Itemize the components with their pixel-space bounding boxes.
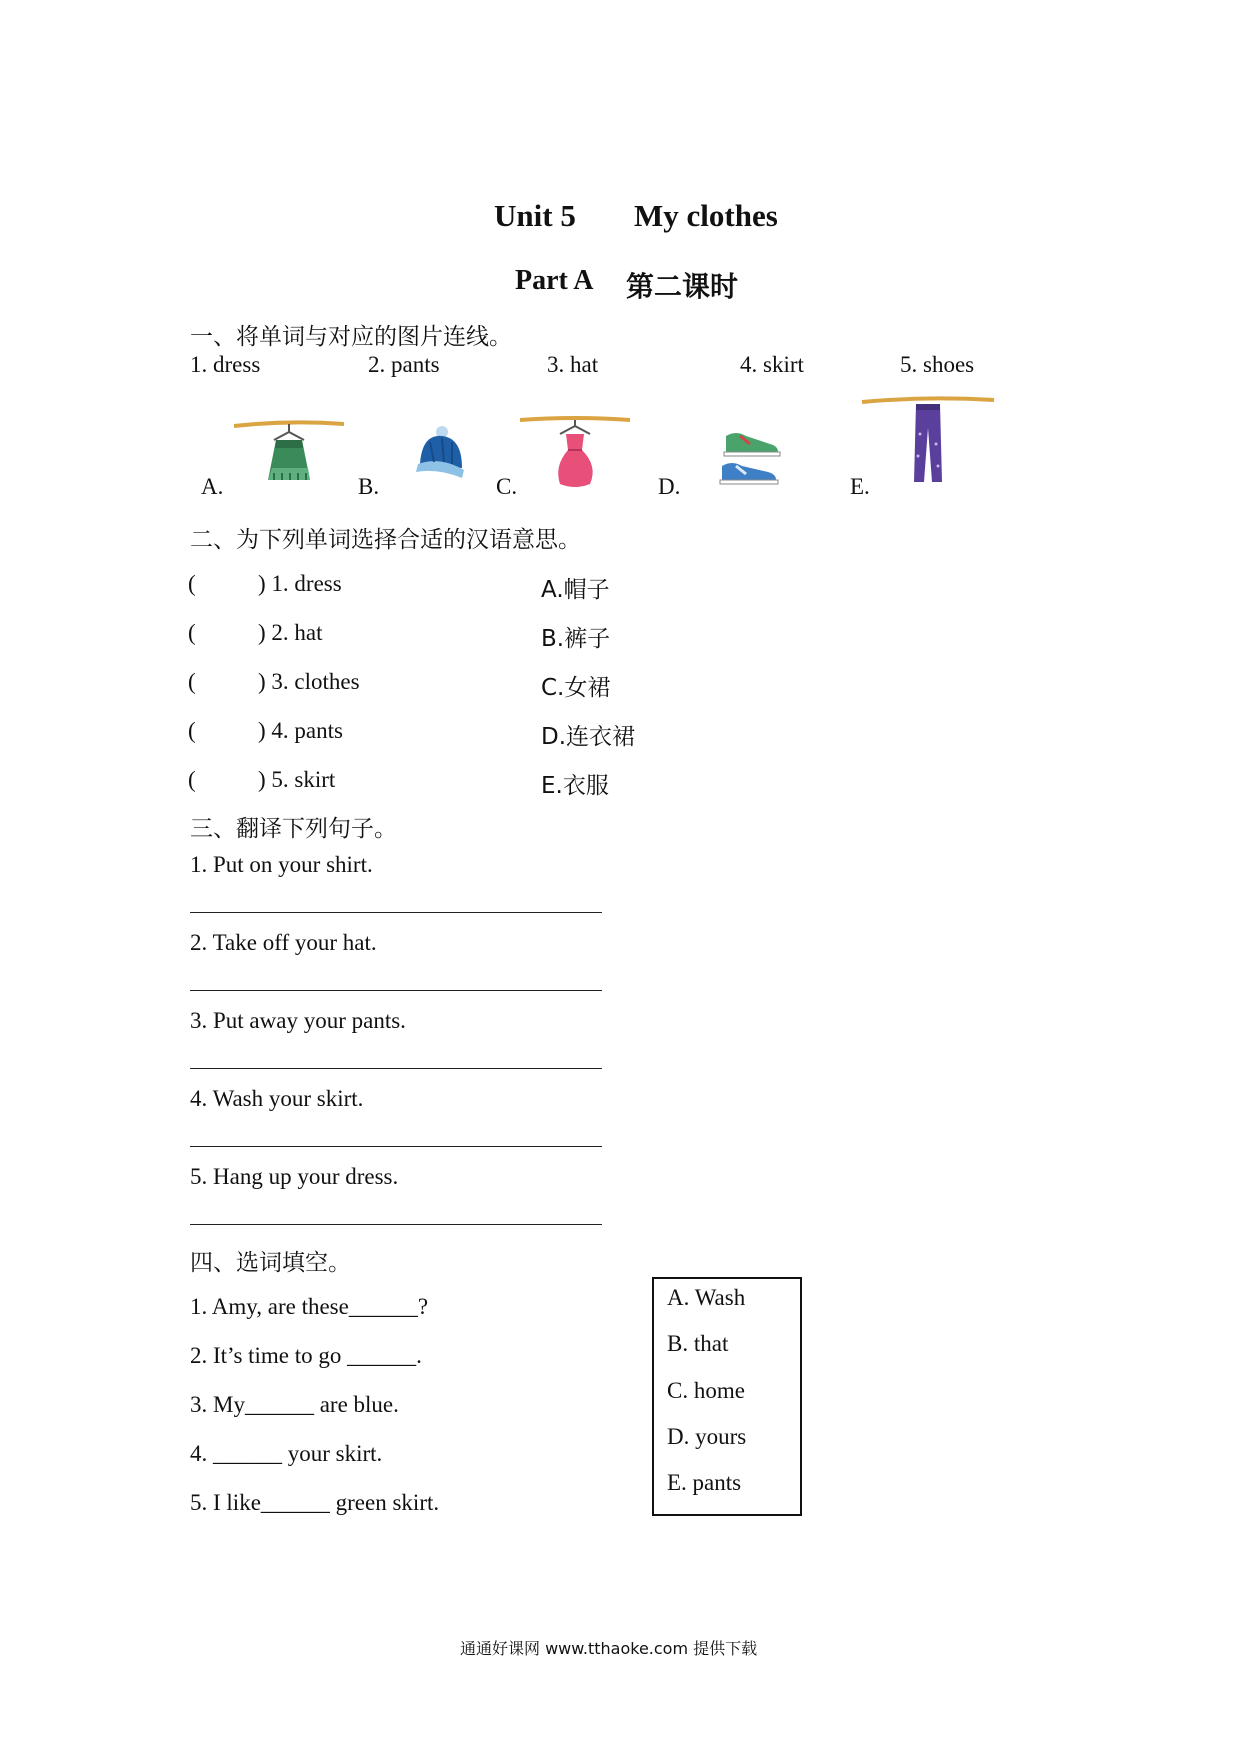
- picture-label: C.: [496, 474, 518, 499]
- answer-paren: (: [188, 571, 196, 596]
- section1-heading: 一、将单词与对应的图片连线。: [190, 324, 512, 350]
- word-bank-item: B. that: [667, 1331, 729, 1356]
- word-item: 1. dress: [190, 352, 261, 377]
- answer-line[interactable]: [190, 1146, 602, 1147]
- translate-sentence: 3. Put away your pants.: [190, 1008, 406, 1033]
- footer-text: 通通好课网 www.tthaoke.com 提供下载: [460, 1639, 758, 1658]
- picture-label: A.: [201, 474, 224, 499]
- word-item: 3. hat: [547, 352, 599, 377]
- word-bank-item: A. Wash: [667, 1285, 746, 1310]
- answer-paren: (: [188, 767, 196, 792]
- match-option: C.女裙: [541, 675, 611, 701]
- answer-line[interactable]: [190, 1068, 602, 1069]
- translate-sentence: 4. Wash your skirt.: [190, 1086, 364, 1111]
- picture-label: D.: [658, 474, 681, 499]
- title-unit: Unit 5: [494, 198, 576, 233]
- subtitle-part: Part A: [515, 265, 594, 296]
- word-item: 5. shoes: [900, 352, 975, 377]
- picture-label: E.: [850, 474, 870, 499]
- answer-paren: (: [188, 620, 196, 645]
- match-item: ) 3. clothes: [258, 669, 360, 694]
- match-item: ) 2. hat: [258, 620, 323, 645]
- translate-sentence: 1. Put on your shirt.: [190, 852, 373, 877]
- match-option: E.衣服: [541, 773, 609, 799]
- word-bank-item: C. home: [667, 1378, 745, 1403]
- translate-sentence: 5. Hang up your dress.: [190, 1164, 399, 1189]
- fill-item: 3. My______ are blue.: [190, 1392, 399, 1417]
- section2-heading: 二、为下列单词选择合适的汉语意思。: [190, 527, 581, 553]
- word-item: 4. skirt: [740, 352, 804, 377]
- answer-line[interactable]: [190, 912, 602, 913]
- fill-item: 1. Amy, are these______?: [190, 1294, 429, 1319]
- knit-hat-icon: [412, 424, 468, 480]
- section3-heading: 三、翻译下列句子。: [190, 816, 397, 842]
- match-option: B.裤子: [541, 626, 611, 652]
- match-item: ) 1. dress: [258, 571, 342, 596]
- word-bank-item: D. yours: [667, 1424, 747, 1449]
- answer-paren: (: [188, 669, 196, 694]
- answer-line[interactable]: [190, 990, 602, 991]
- dress-on-hanger-icon: [518, 414, 632, 490]
- fill-item: 2. It’s time to go ______.: [190, 1343, 422, 1368]
- match-option: A.帽子: [541, 577, 610, 603]
- fill-item: 5. I like______ green skirt.: [190, 1490, 440, 1515]
- section4-heading: 四、选词填空。: [190, 1250, 351, 1276]
- translate-sentence: 2. Take off your hat.: [190, 930, 377, 955]
- answer-line[interactable]: [190, 1224, 602, 1225]
- picture-label: B.: [358, 474, 380, 499]
- shoes-icon: [712, 424, 790, 490]
- title-name: My clothes: [634, 198, 778, 233]
- match-item: ) 4. pants: [258, 718, 343, 743]
- pants-on-hanger-icon: [860, 394, 996, 490]
- word-item: 2. pants: [368, 352, 440, 377]
- match-option: D.连衣裙: [541, 724, 636, 750]
- match-item: ) 5. skirt: [258, 767, 336, 792]
- skirt-on-hanger-icon: [232, 418, 346, 488]
- subtitle-lesson: 第二课时: [626, 270, 739, 303]
- word-bank-item: E. pants: [667, 1470, 742, 1495]
- answer-paren: (: [188, 718, 196, 743]
- fill-item: 4. ______ your skirt.: [190, 1441, 383, 1466]
